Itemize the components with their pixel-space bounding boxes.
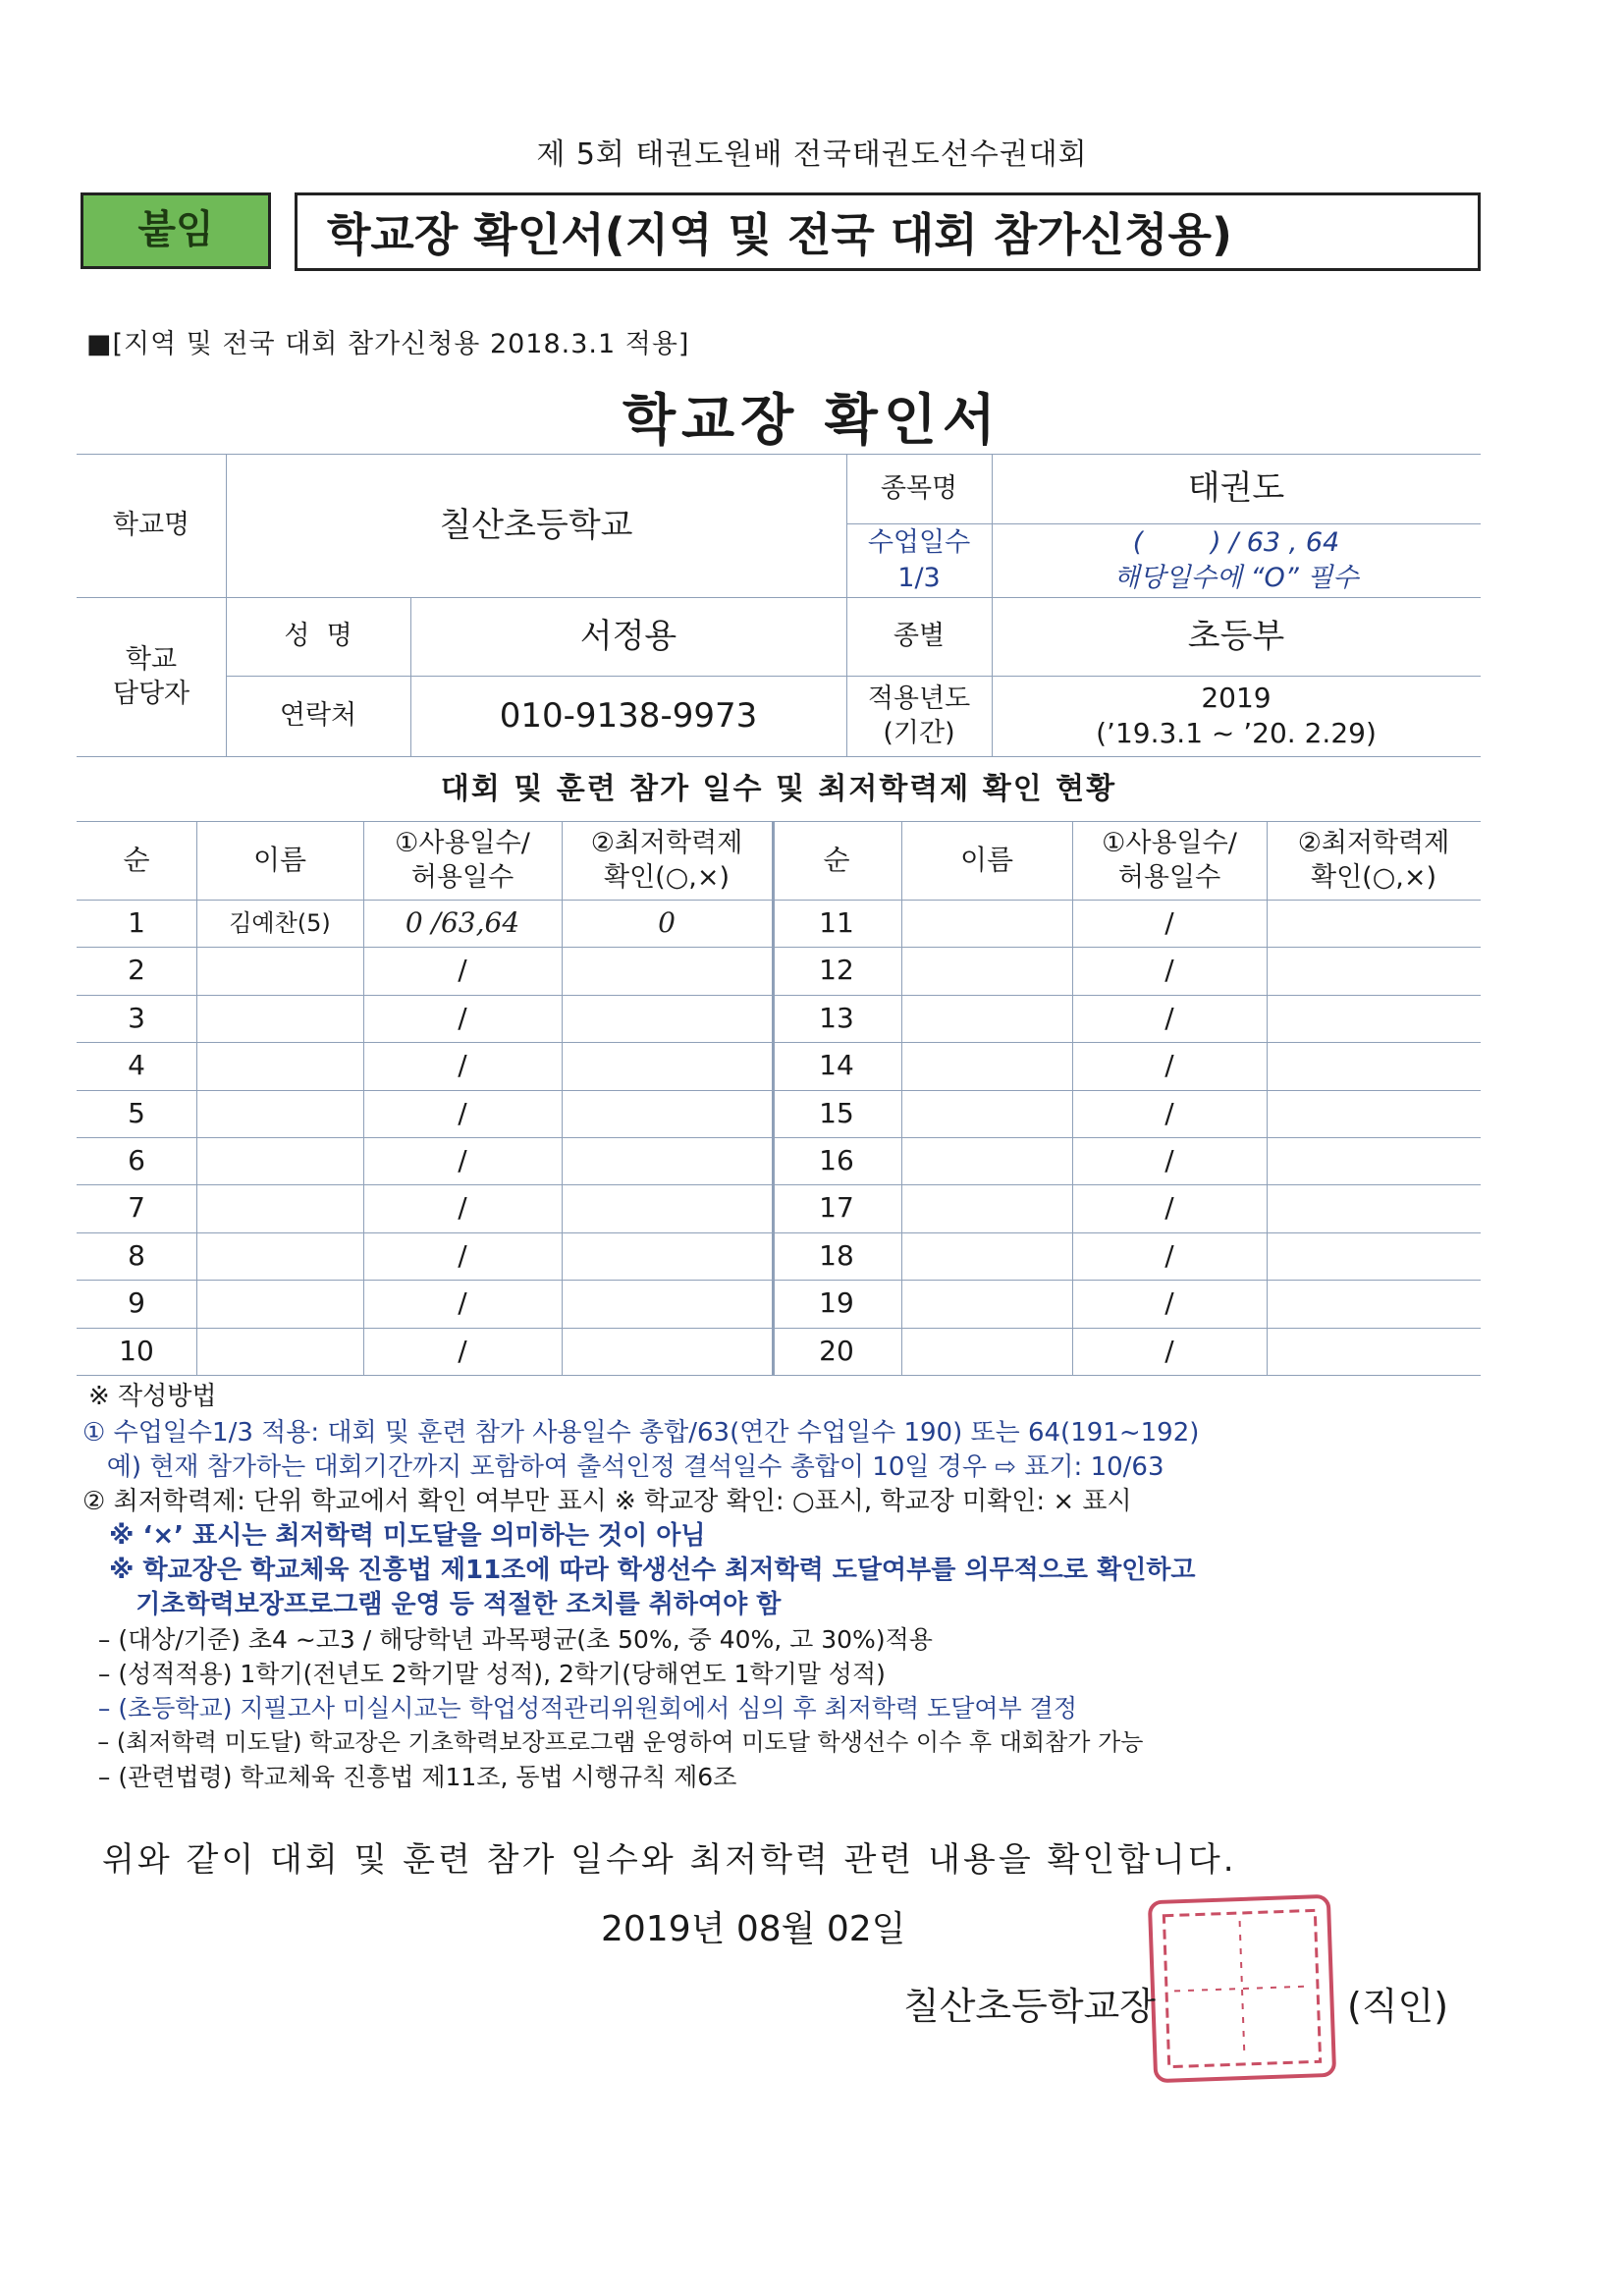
row-left-cell-no: 2	[128, 954, 145, 987]
row-right-cell-days: /	[1164, 906, 1174, 939]
row-left-cell-no: 1	[128, 906, 145, 939]
col-name-left: 이름	[252, 843, 307, 876]
class-days-note: 해당일수에 “O” 필수	[1113, 562, 1359, 593]
row-left-cell-days: /	[458, 1286, 467, 1320]
row-left-cell-days: /	[458, 1096, 467, 1129]
row-right-cell-name	[901, 995, 1072, 1042]
col-days-left	[363, 821, 562, 900]
row-left-cell-check	[562, 1280, 772, 1327]
row-right-cell-no: 16	[819, 1144, 854, 1176]
row-left-cell-name	[196, 1280, 363, 1327]
sport-value: 태권도	[1187, 468, 1285, 509]
instruction-line: – (성적적용) 1학기(전년도 2학기말 성적), 2학기(당해연도 1학기말 성적)	[82, 1660, 886, 1688]
row-right-cell-check	[1267, 1184, 1481, 1231]
year-label-1: 적용년도	[867, 683, 971, 714]
row-left-cell-days: /	[458, 1144, 467, 1176]
col-check-right	[1267, 821, 1481, 900]
col-days-right	[1072, 821, 1267, 900]
row-left-cell-check	[562, 1328, 772, 1375]
row-left-cell-no: 10	[119, 1334, 154, 1367]
row-right-cell-name	[901, 900, 1072, 947]
row-left-cell-check	[562, 1232, 772, 1280]
row-right-cell-name	[901, 1184, 1072, 1231]
row-left-cell-days: /	[458, 954, 467, 987]
row-right-cell-name	[901, 1090, 1072, 1137]
instruction-line: 기초학력보장프로그램 운영 등 적절한 조치를 취하여야 함	[82, 1590, 782, 1619]
row-right-cell-name	[901, 947, 1072, 994]
row-left-cell-check	[562, 947, 772, 994]
row-right-cell-check	[1267, 1090, 1481, 1137]
class-days-label-1: 수업일수	[867, 527, 971, 559]
row-right-cell-no: 14	[819, 1049, 854, 1082]
row-right-cell-days: /	[1164, 1049, 1174, 1082]
row-left-cell-name	[196, 1184, 363, 1231]
row-left-cell-no: 3	[128, 1001, 145, 1034]
col-check-right-1: ②최저학력제	[1297, 827, 1450, 858]
col-check-left-1: ②최저학력제	[590, 827, 743, 858]
instruction-line: – (최저학력 미도달) 학교장은 기초학력보장프로그램 운영하여 미도달 학생선수 이수 후 대회참가 가능	[82, 1728, 1144, 1756]
row-left-cell-name	[196, 1328, 363, 1375]
status-section-title: 대회 및 훈련 참가 일수 및 최저학력제 확인 현황	[440, 771, 1117, 806]
official-seal-stamp	[1148, 1894, 1336, 2083]
seal-note: (직인)	[1347, 1985, 1449, 2028]
col-check-left	[562, 821, 772, 900]
row-right-cell-days: /	[1164, 1144, 1174, 1176]
signer-name: 칠산초등학교장	[903, 1985, 1156, 2028]
class-days-label	[846, 523, 992, 597]
confirmation-statement: 위와 같이 대회 및 훈련 참가 일수와 최저학력 관련 내용을 확인합니다.	[102, 1840, 1237, 1880]
row-right-cell-check	[1267, 1328, 1481, 1375]
sport-label: 종목명	[880, 472, 958, 504]
manager-label-2: 담당자	[112, 679, 190, 709]
row-right-cell-name	[901, 1280, 1072, 1327]
year-value	[992, 676, 1481, 756]
row-right-cell-name	[901, 1232, 1072, 1280]
instruction-line: – (초등학교) 지필고사 미실시교는 학업성적관리위원회에서 심의 후 최저학력 도달여부 결정	[82, 1694, 1077, 1722]
row-left-cell-days: /	[458, 1049, 467, 1082]
col-no-left: 순	[123, 843, 150, 876]
class-days-fraction: ( ) / 63 , 64	[1132, 527, 1340, 559]
signature-date: 2019년 08월 02일	[601, 1909, 906, 1949]
class-days-value	[992, 523, 1481, 597]
seal-icon	[1152, 1898, 1332, 2079]
instruction-line: ② 최저학력제: 단위 학교에서 확인 여부만 표시 ※ 학교장 확인: ○표시, 학교장 미확인: × 표시	[82, 1487, 1132, 1516]
row-right-cell-no: 18	[819, 1238, 854, 1272]
row-right-cell-days: /	[1164, 1191, 1174, 1225]
row-right-cell-no: 17	[819, 1191, 854, 1225]
row-right-cell-no: 19	[819, 1286, 854, 1320]
row-left-cell-no: 6	[128, 1144, 145, 1176]
manager-name: 서정용	[579, 616, 677, 656]
event-title: 제 5회 태권도원배 전국태권도선수권대회	[536, 137, 1088, 172]
school-name: 칠산초등학교	[439, 505, 633, 545]
row-left-cell-name	[196, 947, 363, 994]
attachment-tag: 붙임	[81, 192, 271, 269]
row-right-cell-days: /	[1164, 1334, 1174, 1367]
row-left-cell-days: /	[458, 1238, 467, 1272]
col-days-left-2: 허용일수	[410, 862, 514, 893]
contact-label: 연락처	[279, 700, 357, 732]
col-name-right: 이름	[959, 843, 1014, 876]
year-number: 2019	[1201, 681, 1272, 714]
row-left-cell-name	[196, 1137, 363, 1184]
row-right-cell-check	[1267, 1232, 1481, 1280]
year-label	[846, 676, 992, 756]
row-left-cell-days: /	[458, 1191, 467, 1225]
instruction-line: ※ 학교장은 학교체육 진흥법 제11조에 따라 학생선수 최저학력 도달여부를 의무적으로 확인하고	[82, 1556, 1196, 1585]
class-days-label-2: 1/3	[897, 562, 941, 593]
row-right-cell-no: 12	[819, 954, 854, 987]
phone-number: 010-9138-9973	[499, 695, 758, 736]
row-left-cell-check	[562, 995, 772, 1042]
main-title: 학교장 확인서	[622, 389, 1002, 453]
row-right-cell-no: 20	[819, 1334, 854, 1367]
row-left-cell-check	[562, 1090, 772, 1137]
row-right-cell-name	[901, 1137, 1072, 1184]
instructions-list	[82, 1416, 1199, 1794]
document-title: 학교장 확인서(지역 및 전국 대회 참가신청용)	[295, 192, 1481, 271]
row-right-cell-check	[1267, 947, 1481, 994]
row-left-cell-name	[196, 1042, 363, 1089]
row-right-cell-days: /	[1164, 1096, 1174, 1129]
year-label-2: (기간)	[883, 718, 955, 748]
row-right-cell-check	[1267, 995, 1481, 1042]
row-left-cell-no: 5	[128, 1096, 145, 1129]
col-no-right: 순	[823, 843, 850, 876]
row-left-cell-no: 9	[128, 1286, 145, 1320]
instructions-heading: ※ 작성방법	[88, 1382, 217, 1411]
row-left-cell-name: 김예찬(5)	[229, 908, 331, 937]
row-left-cell-check	[562, 1137, 772, 1184]
instruction-line: 예) 현재 참가하는 대회기간까지 포함하여 출석인정 결석일수 총합이 10일 경우 ⇨ 표기: 10/63	[82, 1452, 1164, 1482]
row-left-cell-days: 0 /63,64	[405, 906, 520, 939]
row-left-cell-name	[196, 995, 363, 1042]
col-days-right-1: ①사용일수/	[1102, 827, 1237, 858]
row-left-cell-no: 7	[128, 1191, 145, 1225]
row-right-cell-days: /	[1164, 1238, 1174, 1272]
row-right-cell-no: 11	[819, 906, 854, 939]
row-right-cell-name	[901, 1042, 1072, 1089]
year-period: (’19.3.1 ~ ’20. 2.29)	[1096, 717, 1377, 749]
row-right-cell-days: /	[1164, 954, 1174, 987]
col-check-right-2: 확인(○,×)	[1311, 862, 1436, 893]
row-left-cell-days: /	[458, 1334, 467, 1367]
name-label: 성 명	[284, 621, 352, 652]
row-left-cell-no: 8	[128, 1238, 145, 1272]
manager-label-1: 학교	[125, 643, 178, 675]
col-check-left-2: 확인(○,×)	[604, 862, 730, 893]
instruction-line: – (관련법령) 학교체육 진흥법 제11조, 동법 시행규칙 제6조	[82, 1763, 737, 1791]
row-right-cell-check	[1267, 1137, 1481, 1184]
row-right-cell-check	[1267, 900, 1481, 947]
col-days-left-1: ①사용일수/	[395, 827, 530, 858]
instruction-line: – (대상/기준) 초4 ~고3 / 해당학년 과목평균(초 50%, 중 40%, 고 30%)적용	[82, 1625, 933, 1654]
row-left-cell-check	[562, 1184, 772, 1231]
division-label: 종별	[893, 621, 946, 652]
applicability-note: ■[지역 및 전국 대회 참가신청용 2018.3.1 적용]	[86, 329, 690, 359]
row-left-cell-no: 4	[128, 1049, 145, 1082]
row-right-cell-check	[1267, 1042, 1481, 1089]
row-right-cell-days: /	[1164, 1001, 1174, 1034]
instruction-line: ※ ‘×’ 표시는 최저학력 미도달을 의미하는 것이 아님	[82, 1521, 706, 1551]
instruction-line: ① 수업일수1/3 적용: 대회 및 훈련 참가 사용일수 총합/63(연간 수업일수 190) 또는 64(191~192)	[82, 1418, 1200, 1448]
col-days-right-2: 허용일수	[1117, 862, 1221, 893]
row-left-cell-days: /	[458, 1001, 467, 1034]
row-right-cell-no: 13	[819, 1001, 854, 1034]
row-left-cell-name	[196, 1090, 363, 1137]
school-label: 학교명	[112, 510, 190, 541]
row-left-cell-check: 0	[658, 906, 676, 939]
row-left-cell-name	[196, 1232, 363, 1280]
row-right-cell-no: 15	[819, 1096, 854, 1129]
row-right-cell-name	[901, 1328, 1072, 1375]
row-right-cell-check	[1267, 1280, 1481, 1327]
row-left-cell-check	[562, 1042, 772, 1089]
manager-label	[77, 597, 226, 756]
division-value: 초등부	[1187, 616, 1285, 656]
row-right-cell-days: /	[1164, 1286, 1174, 1320]
